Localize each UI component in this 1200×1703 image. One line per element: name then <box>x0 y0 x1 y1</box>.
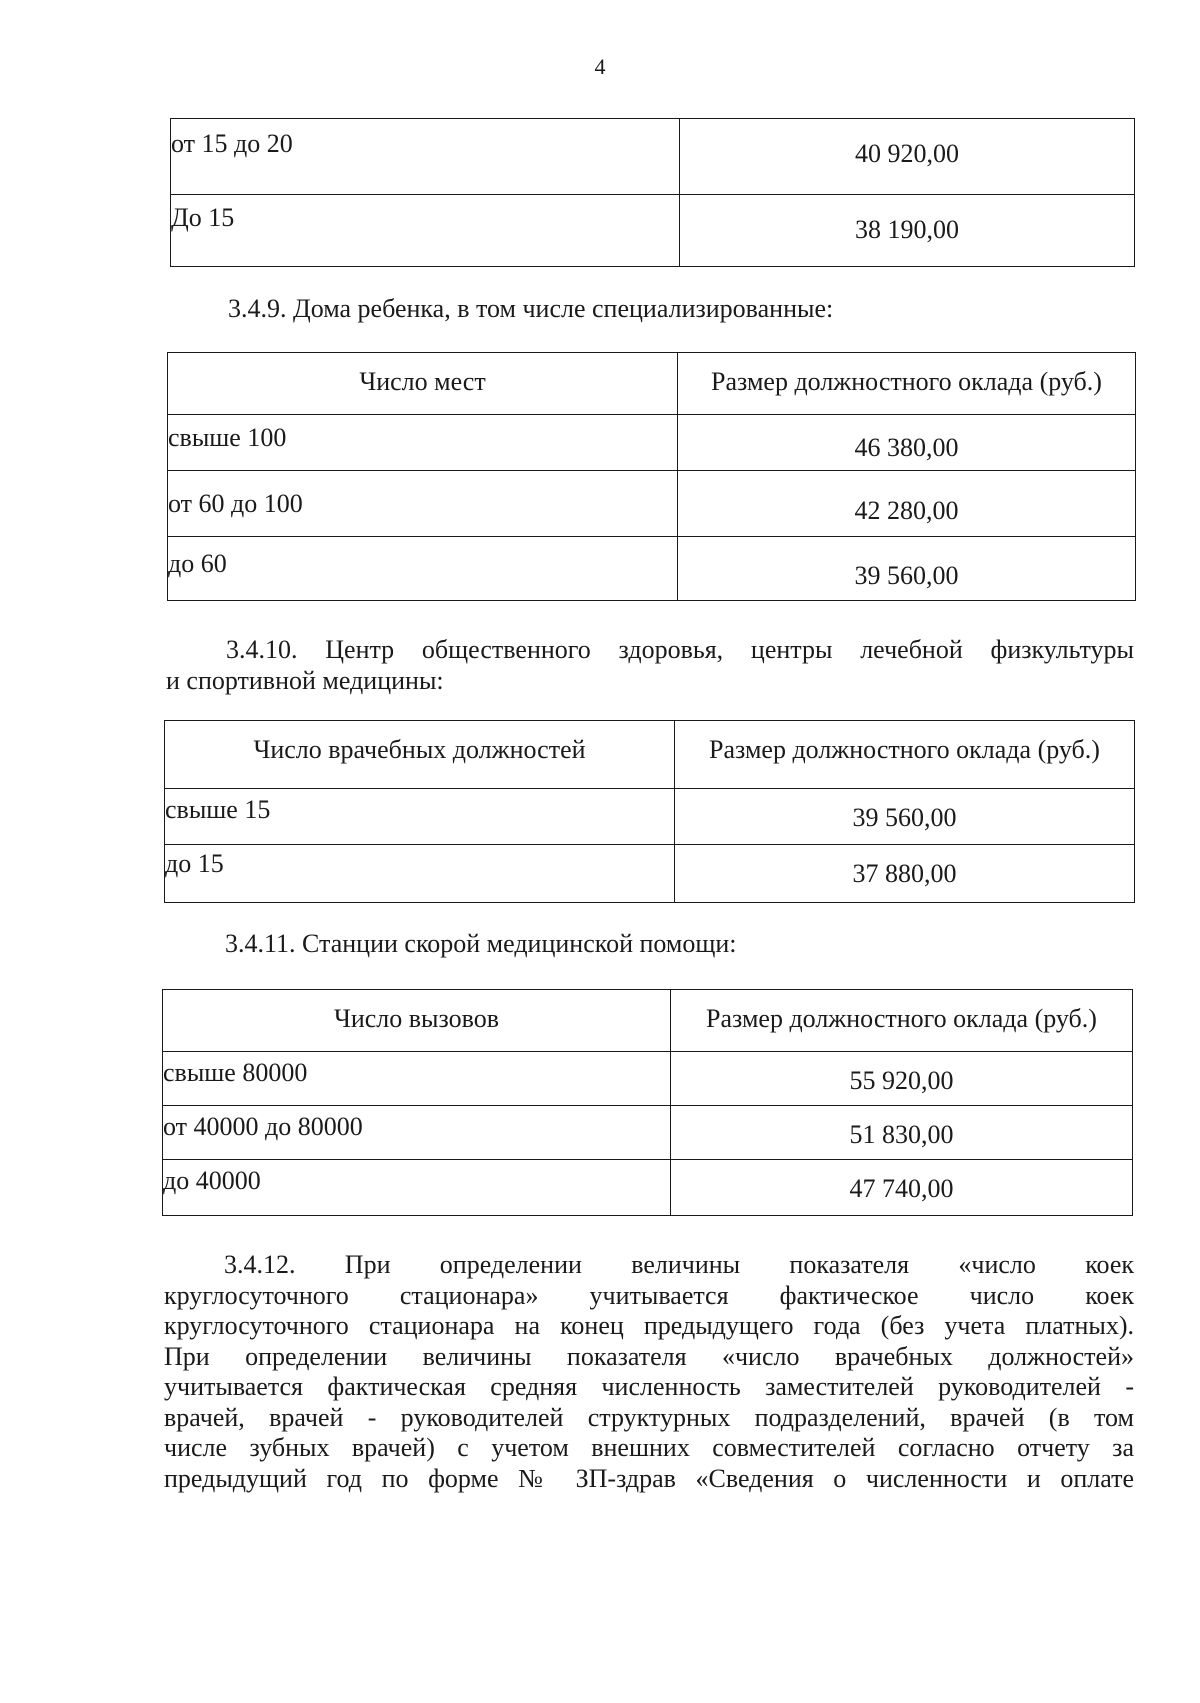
salary-table-3-4-9 <box>167 352 1136 601</box>
paragraph-line: круглосуточного стационара на конец предыдущего года (без учета платных). <box>164 1311 1134 1340</box>
table-header-row <box>168 353 1136 415</box>
header-cell-places <box>168 353 678 415</box>
table-row <box>163 1106 1133 1160</box>
row-value-cell <box>680 195 1135 267</box>
row-label: до 15 <box>165 849 224 878</box>
row-value: 55 920,00 <box>849 1066 954 1095</box>
paragraph-line: При определении величины показателя «число врачебных должностей» <box>164 1341 1134 1371</box>
table-row <box>163 1052 1133 1106</box>
paragraph-line: 3.4.12. При определении величины показателя «число коек <box>224 1250 1134 1279</box>
row-label: до 60 <box>168 549 227 578</box>
row-label-cell <box>171 195 680 267</box>
table-row <box>165 845 1135 903</box>
section-heading-3-4-10 <box>166 634 1134 696</box>
row-label-cell <box>168 415 678 471</box>
heading-line: и спортивной медицины: <box>166 666 444 695</box>
table-row <box>168 415 1136 471</box>
row-value: 47 740,00 <box>849 1174 954 1203</box>
row-label-cell <box>171 119 680 195</box>
row-label: свыше 80000 <box>163 1058 308 1087</box>
section-heading-3-4-9: 3.4.9. Дома ребенка, в том числе специализированные: <box>228 294 834 323</box>
row-value: 42 280,00 <box>854 496 959 525</box>
row-label-cell <box>165 845 675 903</box>
header-cell-calls <box>163 990 671 1052</box>
header-label: Размер должностного оклада (руб.) <box>711 367 1102 396</box>
row-label: от 15 до 20 <box>171 129 293 158</box>
header-label: Размер должностного оклада (руб.) <box>706 1004 1097 1033</box>
paragraph-line: числе зубных врачей) с учетом внешних совместителей согласно отчету за <box>164 1433 1134 1462</box>
header-cell-positions <box>165 721 675 789</box>
table-row <box>171 119 1135 195</box>
table-header-row <box>165 721 1135 789</box>
header-label: Размер должностного оклада (руб.) <box>709 735 1100 764</box>
row-value: 40 920,00 <box>855 139 959 168</box>
row-label: от 60 до 100 <box>168 489 303 518</box>
row-label: от 40000 до 80000 <box>163 1112 363 1141</box>
row-value-cell <box>671 1160 1133 1216</box>
row-value-cell <box>678 415 1136 471</box>
row-label: свыше 15 <box>165 795 271 824</box>
row-value: 37 880,00 <box>852 859 957 888</box>
table-row <box>163 1160 1133 1216</box>
row-label-cell <box>168 537 678 601</box>
paragraph-line: врачей, врачей - руководителей структурных подразделений, врачей (в том <box>164 1402 1134 1432</box>
table-row <box>165 789 1135 845</box>
table-header-row <box>163 990 1133 1052</box>
header-cell-salary <box>678 353 1136 415</box>
header-cell-salary <box>671 990 1133 1052</box>
row-label: До 15 <box>171 203 235 232</box>
table-row <box>168 471 1136 537</box>
row-value: 38 190,00 <box>855 215 959 244</box>
page-number: 4 <box>594 54 606 79</box>
header-label: Число мест <box>359 367 486 396</box>
row-value-cell <box>671 1106 1133 1160</box>
row-label-cell <box>163 1160 671 1216</box>
row-value: 39 560,00 <box>854 561 959 590</box>
header-cell-salary <box>675 721 1135 789</box>
table-row <box>171 195 1135 267</box>
row-value-cell <box>671 1052 1133 1106</box>
row-value: 51 830,00 <box>849 1120 954 1149</box>
row-value-cell <box>678 471 1136 537</box>
row-value: 46 380,00 <box>854 433 959 462</box>
salary-table-3-4-11 <box>162 989 1133 1216</box>
row-value-cell <box>680 119 1135 195</box>
header-label: Число вызовов <box>333 1004 500 1033</box>
row-label-cell <box>163 1052 671 1106</box>
row-value-cell <box>678 537 1136 601</box>
section-heading-3-4-11: 3.4.11. Станции скорой медицинской помощи: <box>225 929 737 958</box>
salary-table-continued <box>170 118 1135 267</box>
row-value-cell <box>675 845 1135 903</box>
row-label: до 40000 <box>163 1166 261 1195</box>
row-label-cell <box>168 471 678 537</box>
row-label-cell <box>165 789 675 845</box>
paragraph-line: предыдущий год по форме № ЗП-здрав «Сведения о численности и оплате <box>164 1463 1134 1493</box>
row-label: свыше 100 <box>168 423 287 452</box>
paragraph-line: круглосуточного стационара» учитывается фактическое число коек <box>164 1280 1134 1310</box>
paragraph-3-4-12 <box>164 1250 1134 1494</box>
table-row <box>168 537 1136 601</box>
row-value-cell <box>675 789 1135 845</box>
heading-line: 3.4.10. Центр общественного здоровья, центры лечебной физкультуры <box>226 635 1134 664</box>
row-value: 39 560,00 <box>852 803 957 832</box>
header-label: Число врачебных должностей <box>253 735 586 764</box>
row-label-cell <box>163 1106 671 1160</box>
paragraph-line: учитывается фактическая средняя численность заместителей руководителей - <box>164 1372 1134 1401</box>
salary-table-3-4-10 <box>164 720 1135 903</box>
